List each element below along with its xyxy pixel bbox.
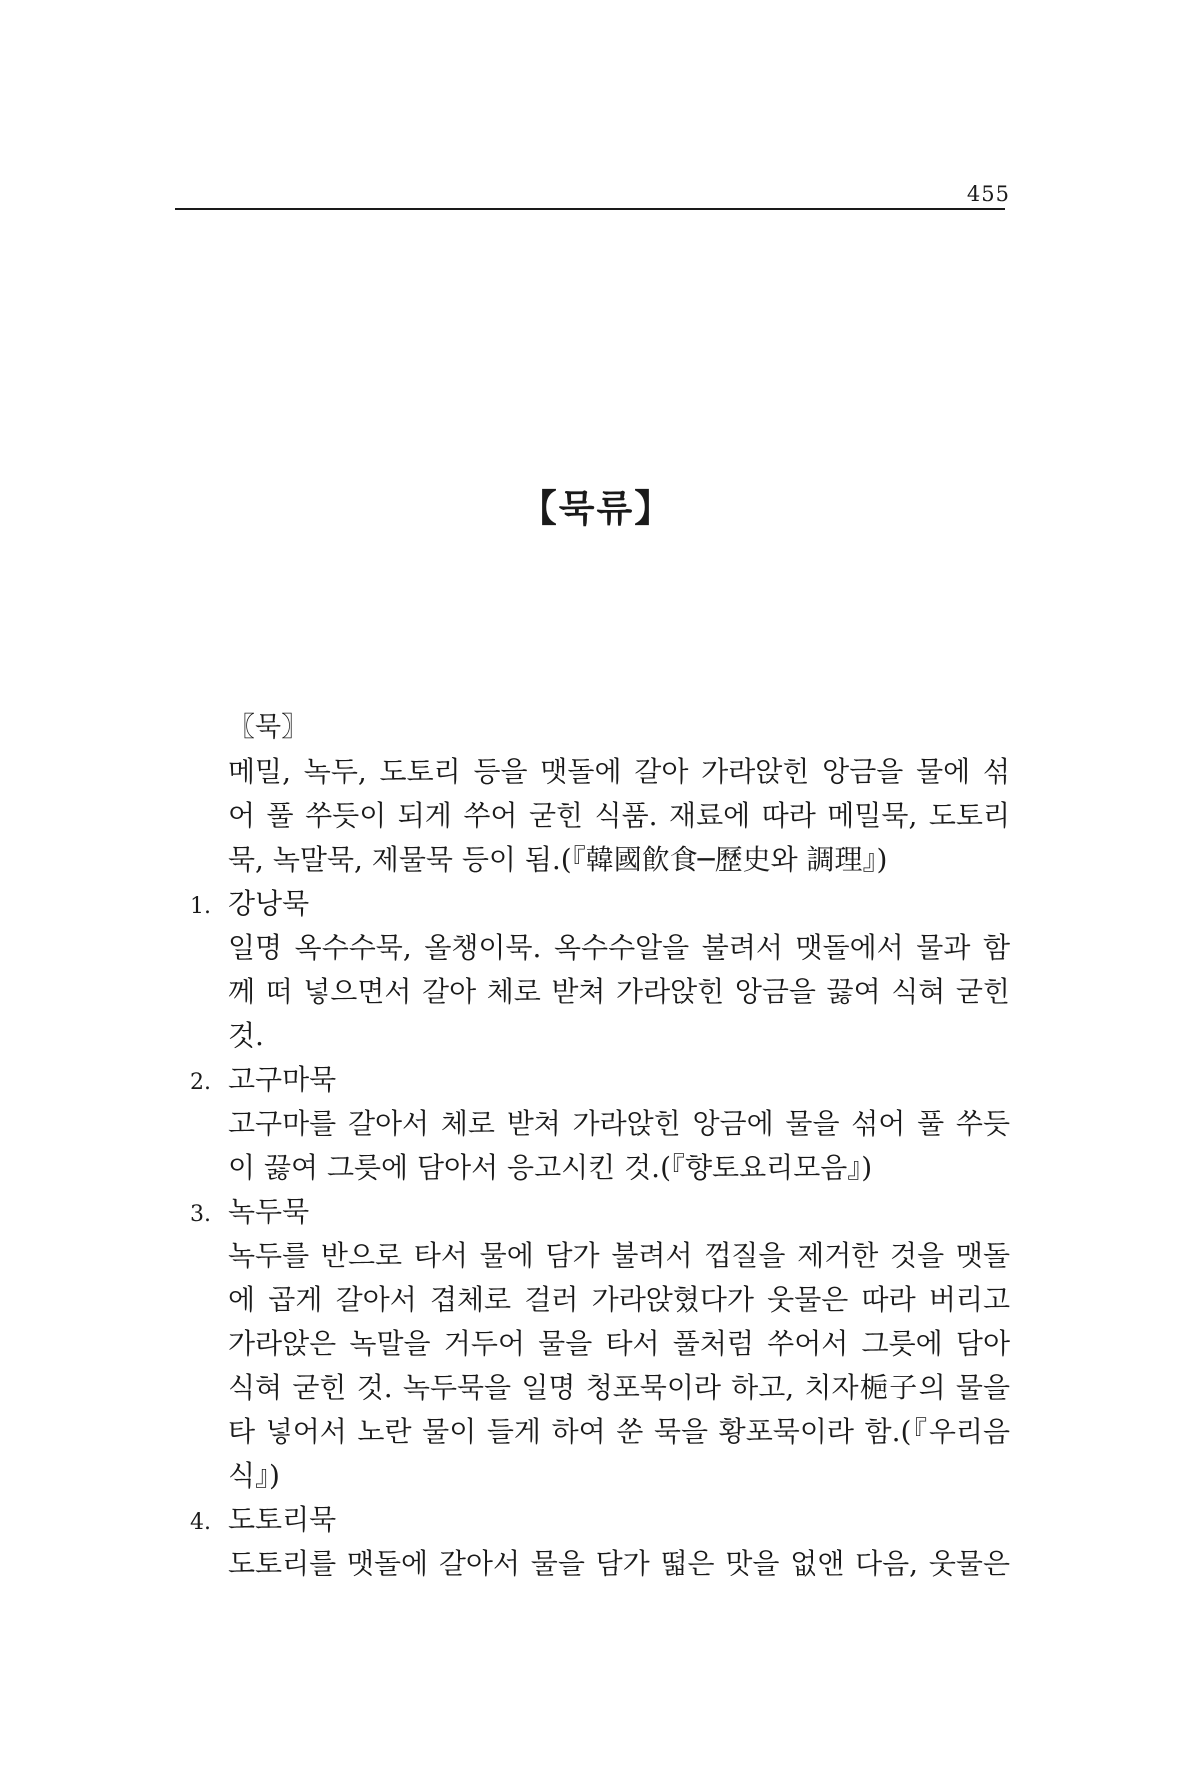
paragraph-line: 가라앉은 녹말을 거두어 물을 타서 풀처럼 쑤어서 그릇에 담아 — [228, 1327, 1010, 1360]
section-title: 【묵류】 — [519, 486, 674, 530]
entry-3 — [190, 1190, 1010, 1498]
paragraph-line: 어 풀 쑤듯이 되게 쑤어 굳힌 식품. 재료에 따라 메밀묵, 도토리 — [228, 799, 1010, 832]
entry-name: 고구마묵 — [228, 1063, 337, 1096]
paragraph-line: 도토리를 맷돌에 갈아서 물을 담가 떫은 맛을 없앤 다음, 웃물은 — [228, 1547, 1010, 1580]
paragraph-line: 에 곱게 갈아서 겹체로 걸러 가라앉혔다가 웃물은 따라 버리고 — [228, 1283, 1010, 1316]
paragraph-line: 묵, 녹말묵, 제물묵 등이 됨.(『韓國飮食─歷史와 調理』) — [228, 843, 888, 876]
paragraph-line: 녹두를 반으로 타서 물에 담가 불려서 껍질을 제거한 것을 맷돌 — [228, 1239, 1010, 1272]
intro-paragraph — [228, 750, 1010, 882]
entry-4 — [190, 1498, 1010, 1586]
entry-number: 2. — [190, 1070, 211, 1095]
paragraph-line: 식혀 굳힌 것. 녹두묵을 일명 청포묵이라 하고, 치자梔子의 물을 — [228, 1371, 1010, 1404]
paragraph-line: 것. — [228, 1019, 264, 1052]
entry-title — [190, 1190, 1010, 1234]
paragraph-line: 식』) — [228, 1459, 280, 1492]
entry-paragraph — [228, 926, 1010, 1058]
entry-paragraph — [228, 1234, 1010, 1498]
paragraph-line: 타 넣어서 노란 물이 들게 하여 쑨 묵을 황포묵이라 함.(『우리음 — [228, 1415, 1010, 1448]
paragraph-line: 께 떠 넣으면서 갈아 체로 받쳐 가라앉힌 앙금을 끓여 식혀 굳힌 — [228, 975, 1010, 1008]
entry-number: 4. — [190, 1510, 211, 1535]
entry-2 — [190, 1058, 1010, 1190]
paragraph-line: 일명 옥수수묵, 올챙이묵. 옥수수알을 불려서 맷돌에서 물과 함 — [228, 931, 1010, 964]
page-number: 455 — [966, 182, 1010, 206]
entry-1 — [190, 882, 1010, 1058]
paragraph-line: 고구마를 갈아서 체로 받쳐 가라앉힌 앙금에 물을 섞어 풀 쑤듯 — [228, 1107, 1010, 1140]
paragraph-line: 이 끓여 그릇에 담아서 응고시킨 것.(『향토요리모음』) — [228, 1151, 873, 1184]
entry-name: 강낭묵 — [228, 887, 310, 920]
entry-title — [190, 882, 1010, 926]
intro-heading: 〖묵〗 — [228, 712, 309, 743]
main-content — [190, 706, 1010, 1586]
entry-name: 도토리묵 — [228, 1503, 337, 1536]
header-rule — [175, 208, 1005, 210]
entry-paragraph — [228, 1542, 1010, 1586]
entry-title — [190, 1498, 1010, 1542]
paragraph-line: 메밀, 녹두, 도토리 등을 맷돌에 갈아 가라앉힌 앙금을 물에 섞 — [228, 755, 1010, 788]
entry-number: 1. — [190, 894, 211, 919]
entry-number: 3. — [190, 1202, 211, 1227]
entry-title — [190, 1058, 1010, 1102]
entry-paragraph — [228, 1102, 1010, 1190]
entry-name: 녹두묵 — [228, 1195, 310, 1228]
